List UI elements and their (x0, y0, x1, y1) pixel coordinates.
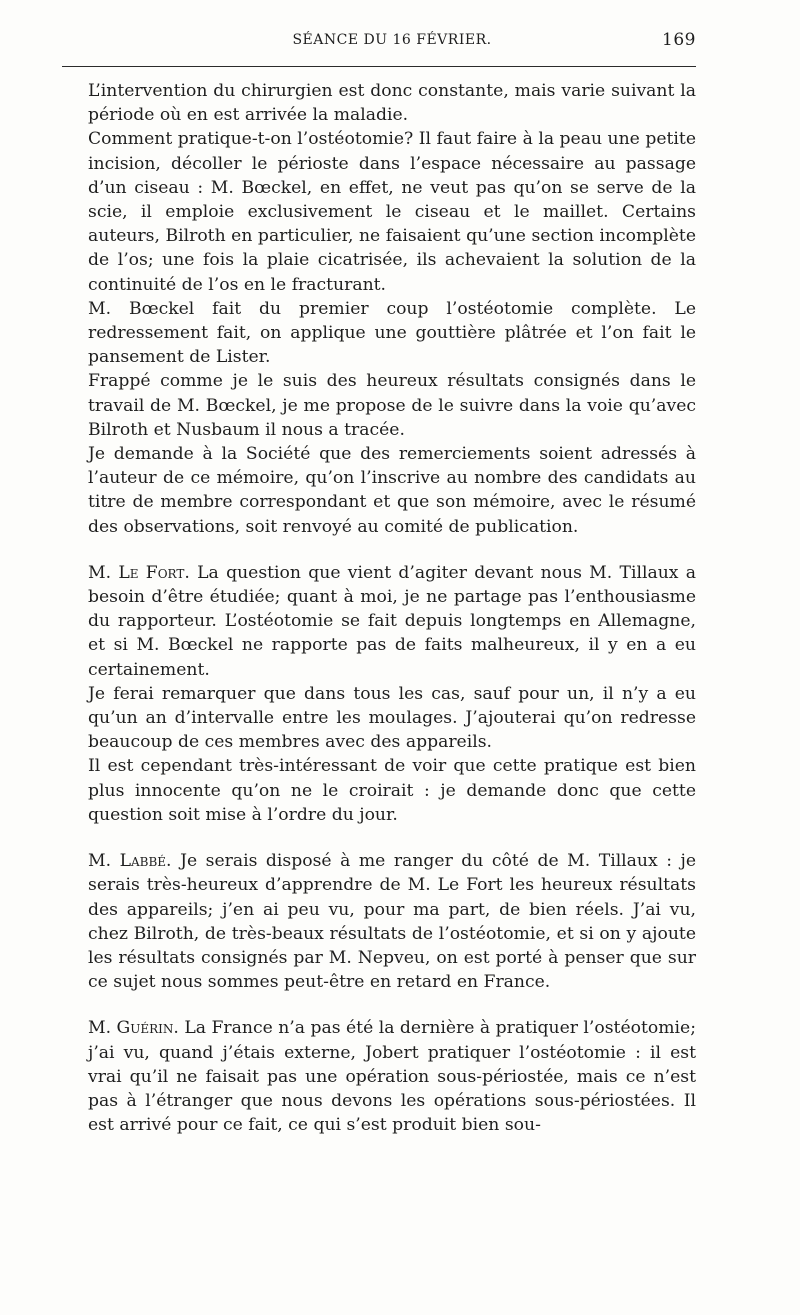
paragraph: Il est cependant très-intéressant de voir que cette pratique est bien plus innocente qu’on ne le croirait : je demande donc que cette question soit mise à l’ordre du jour. (88, 756, 696, 825)
paragraph: Je demande à la Société que des remerciements soient adressés à l’auteur de ce mémoire, qu’on l’inscrive au nombre des candidats au titre de membre correspondant et que son mémoire, avec le résumé des observations, soit renvoyé au comité de publication. (88, 444, 696, 537)
paragraph: Je ferai remarquer que dans tous les cas, sauf pour un, il n’y a eu qu’un an d’intervalle entre les moulages. J’ajouterai qu’on redresse beaucoup de ces membres avec des appareils. (88, 683, 696, 753)
running-head (88, 30, 696, 56)
paragraph: M. Bœckel fait du premier coup l’ostéotomie complète. Le redressement fait, on applique une gouttière plâtrée et l’on fait le pansement de Lister. (88, 298, 696, 368)
speaker-name: M. Labbé. (88, 851, 172, 872)
header-rule (62, 66, 696, 67)
speech-text: La question que vient d’agiter devant nous M. Tillaux a besoin d’être étudiée; quant à moi, je ne partage pas l’enthousiasme du rapporteur. L’ostéotomie se fait depuis longtemps en Allemagne, et si M. Bœckel ne rapporte pas de faits malheureux, il y en a eu certainement. (88, 562, 696, 680)
paragraph: Frappé comme je le suis des heureux résultats consignés dans le travail de M. Bœckel, je me propose de le suivre dans la voie qu’avec Bilroth et Nusbaum il nous a tracée. (88, 371, 696, 440)
speech-le-fort (88, 561, 696, 682)
speaker-name: M. Le Fort. (88, 562, 190, 583)
speech-guerin (88, 1016, 696, 1137)
book-page (88, 30, 696, 1137)
running-title: SÉANCE DU 16 FÉVRIER. (292, 32, 492, 48)
speech-labbe (88, 849, 696, 994)
speech-text: La France n’a pas été la dernière à pratiquer l’ostéotomie; j’ai vu, quand j’étais externe, Jobert pratiquer l’ostéotomie : il est vrai qu’il ne faisait pas une opération sous-périostée, mais ce n’est pas à l’étranger que nous devons les opérations sous-périostées. Il est arrivé pour ce fait, ce qui s’est produit bien sou- (88, 1018, 696, 1136)
speaker-name: M. Guérin. (88, 1018, 179, 1039)
page-number: 169 (662, 30, 696, 50)
paragraph: L’intervention du chirurgien est donc constante, mais varie suivant la période où en est arrivée la maladie. (88, 81, 696, 126)
body-text (88, 79, 696, 1137)
speech-text: Je serais disposé à me ranger du côté de M. Tillaux : je serais très-heureux d’apprendre de M. Le Fort les heureux résultats des appareils; j’en ai peu vu, pour ma part, de bien réels. J’ai vu, chez Bilroth, de très-beaux résultats de l’ostéotomie, et si on y ajoute les résultats consignés par M. Nepveu, on est porté à penser que sur ce sujet nous sommes peut-être en retard en France. (88, 851, 697, 993)
paragraph: Comment pratique-t-on l’ostéotomie? Il faut faire à la peau une petite incision, décoller le périoste dans l’espace nécessaire au passage d’un ciseau : M. Bœckel, en effet, ne veut pas qu’on se serve de la scie, il emploie exclusivement le ciseau et le maillet. Certains auteurs, Bilroth en particulier, ne faisaient qu’une section incomplète de l’os; une fois la plaie cicatrisée, ils achevaient la solution de la continuité de l’os en le fracturant. (88, 129, 696, 295)
